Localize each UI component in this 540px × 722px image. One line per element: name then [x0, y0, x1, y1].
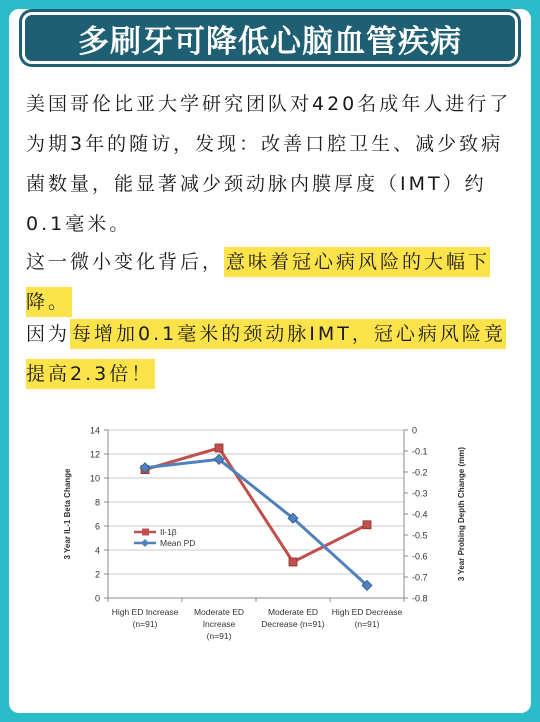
- risk-text: 因为: [26, 323, 71, 345]
- y2-axis-title: 3 Year Probing Depth Change (mm): [457, 446, 466, 582]
- y2-tick-label: -0.4: [412, 509, 428, 520]
- risk-highlight: 每增加0.1毫米的颈动脉IMT，冠心病风险竟提高2.3倍！: [26, 319, 506, 389]
- y-tick-label: 10: [89, 473, 100, 484]
- x-tick-label: (n=91): [354, 619, 380, 629]
- y2-tick-label: -0.6: [412, 551, 428, 562]
- paragraph-risk: [26, 314, 518, 394]
- x-tick-label: Increase: [202, 619, 236, 629]
- x-tick-label: (n=91): [132, 619, 158, 629]
- x-tick-label: High ED Increase: [111, 607, 179, 617]
- title-banner: [22, 12, 518, 64]
- legend-label: Il-1β: [160, 527, 177, 537]
- y2-tick-label: -0.7: [412, 572, 428, 583]
- line-chart: [56, 420, 486, 670]
- x-tick-label: Moderate ED: [267, 607, 319, 617]
- y-tick-label: 4: [94, 545, 100, 556]
- y-tick-label: 8: [94, 497, 100, 508]
- chart-container: [56, 420, 486, 670]
- paragraph-significance: [26, 242, 518, 322]
- x-tick-label: High ED Decrease: [331, 607, 403, 617]
- y2-tick-label: -0.8: [412, 593, 428, 604]
- y-tick-label: 14: [89, 425, 100, 436]
- paragraph-study: 美国哥伦比亚大学研究团队对420名成年人进行了为期3年的随访，发现：改善口腔卫生、减少致病菌数量，能显著减少颈动脉内膜厚度（IMT）约0.1毫米。: [26, 93, 512, 235]
- x-tick-label: Moderate ED: [193, 607, 245, 617]
- significance-text: 这一微小变化背后，: [26, 251, 225, 273]
- data-point: [289, 558, 297, 566]
- page-title: 多刷牙可降低心脑血管疾病: [78, 23, 462, 60]
- legend-marker: [141, 539, 149, 547]
- y2-tick-label: -0.1: [412, 446, 428, 457]
- legend-label: Mean PD: [160, 538, 196, 548]
- y-tick-label: 6: [94, 521, 100, 532]
- significance-highlight: 意味着冠心病风险的大幅下降。: [26, 247, 490, 317]
- y2-tick-label: -0.5: [412, 530, 428, 541]
- data-point: [363, 521, 371, 529]
- y-tick-label: 2: [94, 569, 100, 580]
- y2-tick-label: -0.3: [412, 488, 428, 499]
- y2-tick-label: 0: [412, 425, 418, 436]
- y2-tick-label: -0.2: [412, 467, 428, 478]
- y-axis-title: 3 Year IL-1 Beta Change: [63, 468, 72, 560]
- legend-marker: [142, 529, 149, 536]
- y-tick-label: 12: [89, 449, 100, 460]
- x-tick-label: (n=91): [206, 631, 232, 641]
- x-tick-label: Decrease (n=91): [261, 619, 325, 629]
- data-point: [215, 444, 223, 452]
- y-tick-label: 0: [94, 593, 100, 604]
